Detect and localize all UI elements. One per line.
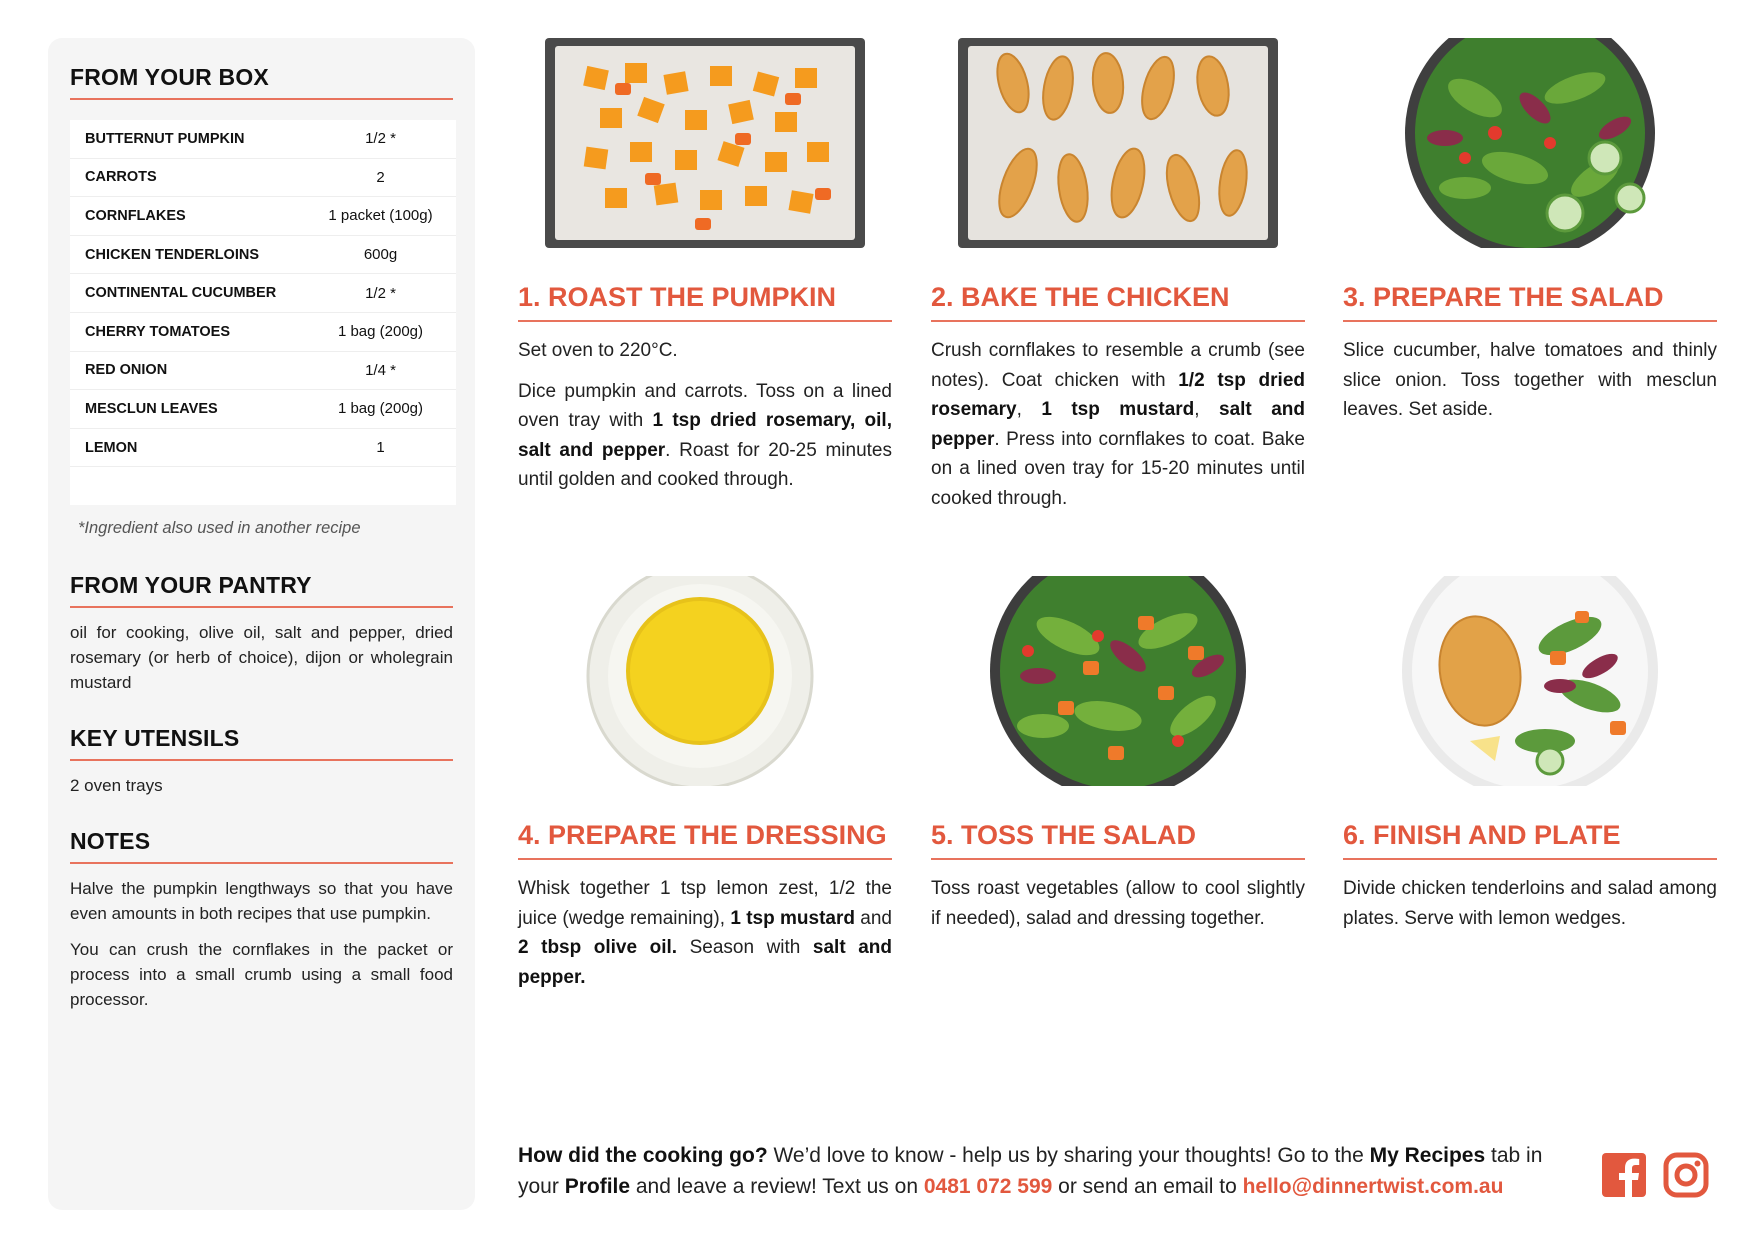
notes-title: NOTES [70, 828, 453, 864]
step-2-body [931, 336, 1305, 513]
ingredient-qty: 1 bag (200g) [337, 400, 424, 418]
step-2-title: 2. BAKE THE CHICKEN [931, 282, 1305, 322]
email-link[interactable]: hello@dinnertwist.com.au [1242, 1175, 1504, 1198]
ingredient-name: LEMON [85, 439, 138, 456]
text: Dice pumpkin and carrots. Toss on a lined oven tray with [518, 380, 892, 431]
ingredient-qty: 1 [376, 439, 385, 457]
step-4-title: 4. PREPARE THE DRESSING [518, 820, 892, 860]
step-2-para [931, 336, 1305, 513]
step-6-title: 6. FINISH AND PLATE [1343, 820, 1717, 860]
step-5-title: 5. TOSS THE SALAD [931, 820, 1305, 860]
prepare-dressing-photo [518, 576, 892, 786]
step-4-body [518, 874, 892, 992]
table-row [70, 197, 456, 236]
text: We’d love to know - help us by sharing your thoughts! Go to the [767, 1144, 1370, 1167]
ingredient-name: BUTTERNUT PUMPKIN [85, 130, 245, 147]
ingredient-name: CARROTS [85, 169, 157, 186]
from-your-pantry-title: FROM YOUR PANTRY [70, 572, 453, 608]
text: . Press into cornflakes to coat. Bake on a lined oven tray for 15-20 minutes until cooked through. [931, 428, 1305, 509]
table-row [70, 120, 456, 159]
ingredient-qty: 1/4 * [365, 361, 396, 379]
bold-text: 1/2 tsp dried rosemary [931, 369, 1305, 420]
step-1-body [518, 336, 892, 495]
text: tab in your [518, 1144, 1543, 1198]
table-row [70, 352, 456, 391]
table-row [70, 313, 456, 352]
ingredients-table [70, 120, 456, 505]
from-your-box-title: FROM YOUR BOX [70, 64, 453, 100]
text: Season with [677, 937, 813, 958]
table-row [70, 159, 456, 198]
ingredient-name: CHERRY TOMATOES [85, 323, 231, 340]
ingredient-qty: 1 packet (100g) [328, 207, 433, 225]
ingredient-name: MESCLUN LEAVES [85, 400, 218, 417]
ingredient-qty: 600g [363, 246, 398, 264]
bold-text: 1 tsp mustard [1041, 399, 1195, 420]
text: Crush cornflakes to resemble a crumb (see notes). Coat chicken with [931, 340, 1305, 391]
bake-chicken-photo [931, 38, 1305, 248]
text: , [1194, 399, 1220, 420]
text: Whisk together 1 tsp lemon zest, 1/2 the juice (wedge remaining), [518, 878, 892, 929]
ingredient-name: RED ONION [85, 362, 168, 379]
pantry-text: oil for cooking, olive oil, salt and pepper, dried rosemary (or herb of choice), dijon or wholegrain mustard [70, 623, 453, 693]
table-row [70, 429, 456, 468]
utensils-text: 2 oven trays [70, 776, 163, 796]
step-3-para: Slice cucumber, halve tomatoes and thinly slice onion. Toss together with mesclun leaves. Set aside. [1343, 340, 1717, 420]
step-1-para [518, 377, 892, 495]
step-1-title: 1. ROAST THE PUMPKIN [518, 282, 892, 322]
step-6-para: Divide chicken tenderloins and salad among plates. Serve with lemon wedges. [1343, 878, 1717, 929]
utensils-section [70, 725, 453, 798]
bold-text: 2 tbsp olive oil. [518, 937, 678, 958]
pantry-section [70, 572, 453, 695]
phone-link[interactable]: 0481 072 599 [923, 1175, 1053, 1198]
toss-salad-photo [931, 576, 1305, 786]
step-3-title: 3. PREPARE THE SALAD [1343, 282, 1717, 322]
my-recipes-link[interactable]: My Recipes [1369, 1144, 1486, 1167]
feedback-question: How did the cooking go? [518, 1144, 768, 1167]
empty-row [70, 467, 456, 505]
table-row [70, 236, 456, 275]
bold-text: salt and pepper. [518, 937, 892, 988]
table-row [70, 274, 456, 313]
ingredients-sidebar [48, 38, 475, 1210]
ingredient-qty: 1/2 * [365, 284, 396, 302]
social-icons [1601, 1152, 1709, 1198]
ingredient-name: CORNFLAKES [85, 207, 186, 224]
step-1-para: Set oven to 220°C. [518, 340, 678, 361]
ingredient-qty: 2 [376, 168, 385, 186]
text: and [854, 907, 892, 929]
roast-pumpkin-photo [518, 38, 892, 248]
finish-plate-photo [1343, 576, 1717, 786]
step-3-body [1343, 336, 1717, 425]
notes-paragraph: You can crush the cornflakes in the packet or process into a small crumb using a small food processor. [70, 940, 453, 1010]
ingredient-qty: 1 bag (200g) [337, 323, 424, 341]
feedback-footer [518, 1140, 1578, 1202]
instagram-icon[interactable] [1663, 1152, 1709, 1198]
text: and leave a review! Text us on [630, 1175, 924, 1198]
bold-text: 1 tsp mustard [730, 907, 855, 929]
notes-section [70, 828, 453, 1012]
text: or send an email to [1052, 1175, 1243, 1198]
step-4-para [518, 874, 892, 992]
text: . Roast for 20-25 minutes until golden and cooked through. [518, 439, 892, 490]
text: , [1016, 399, 1042, 420]
prepare-salad-photo [1343, 38, 1717, 248]
key-utensils-title: KEY UTENSILS [70, 725, 453, 761]
step-6-body [1343, 874, 1717, 933]
facebook-icon[interactable] [1601, 1152, 1647, 1198]
notes-paragraph: Halve the pumpkin lengthways so that you have even amounts in both recipes that use pumpkin. [70, 879, 453, 924]
table-row [70, 390, 456, 429]
bold-text: 1 tsp dried rosemary, oil, salt and pepper [518, 410, 892, 461]
ingredient-qty: 1/2 * [365, 130, 396, 148]
ingredient-footnote: *Ingredient also used in another recipe [78, 519, 361, 538]
step-5-para: Toss roast vegetables (allow to cool slightly if needed), salad and dressing together. [931, 878, 1305, 929]
ingredient-name: CONTINENTAL CUCUMBER [85, 285, 277, 302]
bold-text: salt and pepper [931, 399, 1305, 450]
profile-link[interactable]: Profile [564, 1175, 631, 1198]
ingredient-name: CHICKEN TENDERLOINS [85, 246, 260, 263]
step-5-body [931, 874, 1305, 933]
